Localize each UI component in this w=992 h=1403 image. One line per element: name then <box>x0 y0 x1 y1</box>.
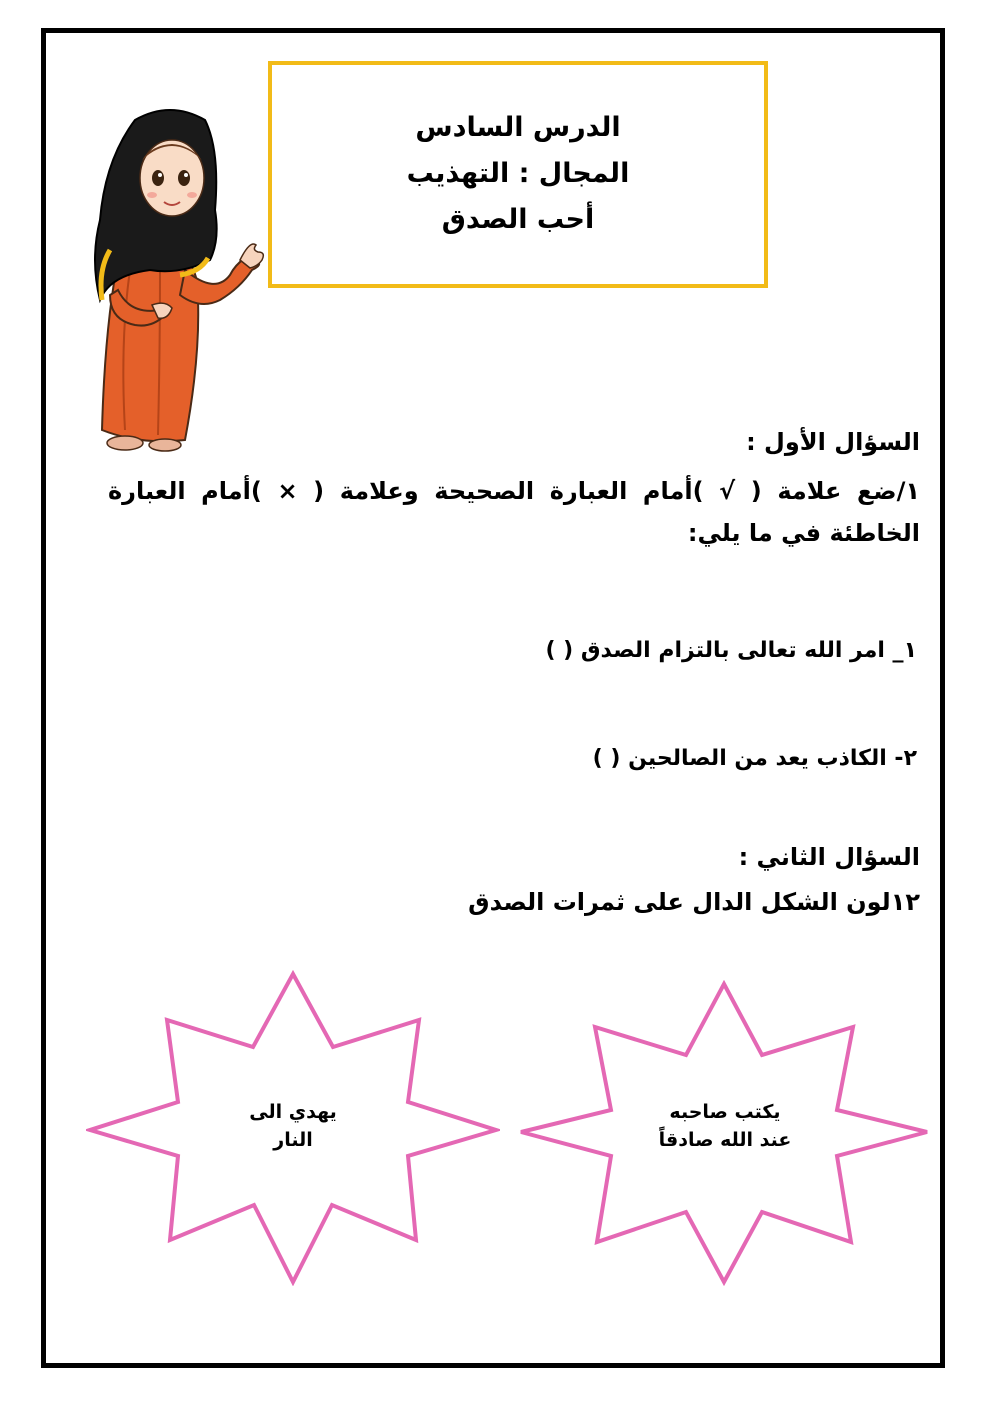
question2-heading: السؤال الثاني : <box>738 843 920 871</box>
left-star-line1: يهدي الى <box>249 1101 337 1123</box>
question2-instruction: ١٢لون الشكل الدال على ثمرات الصدق <box>468 888 920 916</box>
lesson-title: الدرس السادس <box>415 112 621 143</box>
girl-illustration <box>80 100 270 465</box>
left-star-text <box>198 1098 388 1154</box>
question1-instruction: ١/ضع علامة ( √ )أمام العبارة الصحيحة وعلامة ( × )أمام العبارة الخاطئة في ما يلي: <box>108 477 920 547</box>
left-star-line2: النار <box>273 1129 313 1151</box>
statement-2: ٢- الكاذب يعد من الصالحين ( ) <box>592 746 917 771</box>
question1-heading: السؤال الأول : <box>746 428 920 456</box>
right-star-line2: عند الله صادقاً <box>658 1129 792 1151</box>
right-star-line1: يكتب صاحبه <box>669 1101 781 1123</box>
title-box <box>268 61 768 288</box>
field-title: المجال : التهذيب <box>406 158 630 189</box>
right-star-text <box>615 1098 835 1154</box>
topic-title: أحب الصدق <box>441 204 595 235</box>
statement-1: ١_ امر الله تعالى بالتزام الصدق ( ) <box>545 638 917 663</box>
